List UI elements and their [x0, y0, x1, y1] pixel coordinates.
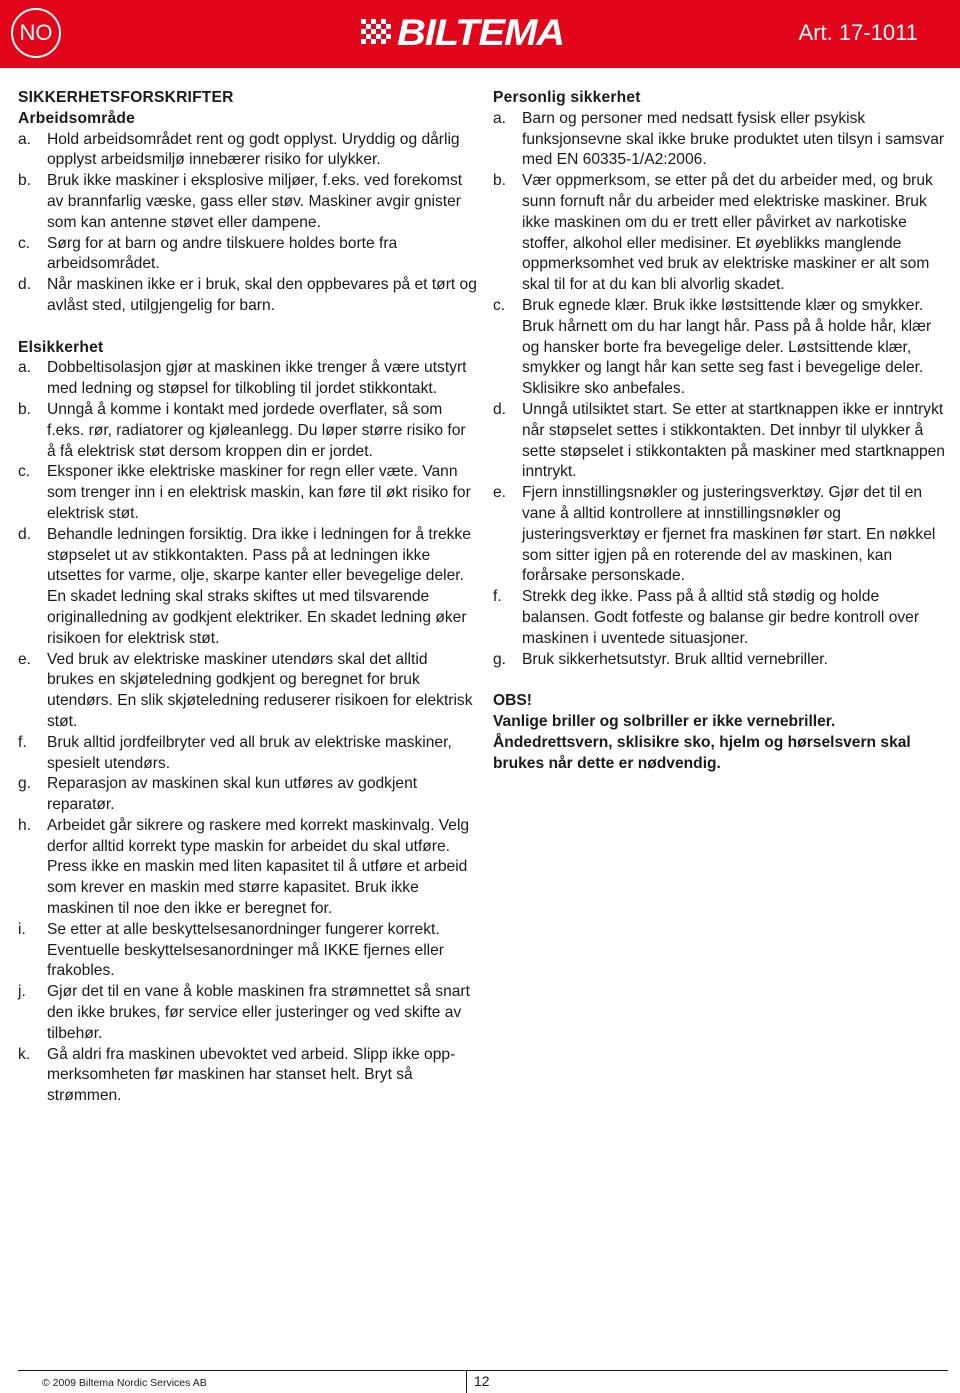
list-item-text: Barn og personer med nedsatt fysisk eller psykisk funksjonsevne skal ikke bruke produktet uten tilsyn i samsvar med EN 60335-1/A2:2006.: [522, 109, 945, 169]
list-item: [18, 733, 478, 775]
list-item-text: Behandle ledningen forsiktig. Dra ikke i ledningen for å trekke støpselet ut av stikkontakten. Pass på at ledningen ikke utsettes for varme, olje, skarpe kanter eller bevegelige deler. En skadet ledning skal straks skiftes ut med tilsvarende originalledning av godkjent elektriker. En skadet ledning øker risikoen for elektrisk støt.: [47, 525, 471, 647]
footer: [0, 1370, 960, 1393]
list-item: [18, 234, 478, 276]
list-item-text: Gjør det til en vane å koble maskinen fra strømnettet så snart den ikke brukes, før service eller justeringer og ved skifte av tilbehør.: [47, 983, 470, 1042]
list-item-letter: g.: [493, 650, 507, 668]
list-item-text: Gå aldri fra maskinen ubevoktet ved arbeid. Slipp ikke oppmerksomheten før maskinen har stanset helt. Bryt så strømmen.: [47, 1045, 456, 1105]
language-badge: NO: [11, 8, 61, 58]
list-item-text: Se etter at alle beskyttelsesanordninger fungerer korrekt. Eventuelle beskyttelsesanordninger må IKKE fjernes eller frakobles.: [47, 920, 444, 980]
list-item-letter: c.: [18, 234, 31, 252]
list-item-text: Strekk deg ikke. Pass på å alltid stå stødig og holde balansen. Godt fotfeste og balanse gir bedre kontroll over maskinen i uventede situasjoner.: [522, 588, 920, 647]
list-item: [493, 296, 948, 400]
list-item-text: Reparasjon av maskinen skal kun utføres av godkjent reparatør.: [47, 775, 418, 814]
list-item-letter: f.: [493, 588, 502, 606]
left-column: [18, 88, 478, 1107]
list-item-letter: b.: [18, 400, 32, 418]
article-number: Art. 17-1011: [798, 20, 918, 45]
obs-line-2: Åndedrettsvern, sklisikre sko, hjelm og hørselsvern skal brukes når dette er nødvendig.: [493, 733, 911, 772]
list-item-text: Unngå å komme i kontakt med jordede overflater, så som f.eks. rør, radiatorer og kjøleanlegg. Du løper større risiko for å få elektrisk støt dersom kroppen din er jordet.: [47, 400, 466, 460]
electrical-safety-list: [18, 358, 478, 1107]
list-item: [18, 920, 478, 982]
list-item-letter: i.: [18, 920, 26, 938]
list-item-text: Når maskinen ikke er i bruk, skal den oppbevares på et tørt og avlåst sted, utilgjengelig for barn.: [47, 276, 477, 314]
list-item-letter: h.: [18, 816, 32, 834]
section-title: SIKKERHETSFORSKRIFTER: [18, 89, 234, 106]
list-item-text: Sørg for at barn og andre tilskuere holdes borte fra arbeidsområdet.: [47, 234, 398, 273]
page-number: 12: [474, 1373, 490, 1389]
list-item: [18, 358, 478, 400]
list-item-letter: d.: [18, 276, 32, 294]
list-item-text: Bruk sikkerhetsutstyr. Bruk alltid vernebriller.: [522, 650, 828, 668]
brand-name: BILTEMA: [397, 12, 565, 53]
list-item: [493, 483, 948, 587]
checkered-flag-icon: [361, 19, 391, 47]
list-item: [18, 774, 478, 816]
list-item-text: Bruk alltid jordfeilbryter ved all bruk av elektriske maskiner, spesielt utendørs.: [47, 733, 452, 772]
list-item-text: Bruk egnede klær. Bruk ikke løstsittende klær og smykker. Bruk hårnett om du har langt hår. Pass på å holde hår, klær og hansker borte fra bevegelige deler. Løstsittende klær, smykker og langt hår kan sette seg fast i bevegelige deler. Sklisikre sko anbefales.: [522, 296, 932, 398]
work-area-list: [18, 130, 478, 317]
list-item-letter: k.: [18, 1045, 31, 1063]
list-item: [493, 171, 948, 296]
list-item-letter: g.: [18, 775, 32, 793]
list-item: [18, 462, 478, 524]
list-item: [493, 109, 948, 171]
list-item-text: Bruk ikke maskiner i eksplosive miljøer, f.eks. ved forekomst av brannfarlig væske, gass eller støv. Maskiner avgir gnister som kan antenne støvet eller dampene.: [47, 172, 463, 231]
list-item-letter: j.: [18, 983, 26, 1001]
list-item-letter: b.: [18, 172, 32, 190]
list-item-letter: c.: [493, 296, 506, 314]
list-item-text: Unngå utilsiktet start. Se etter at startknappen ikke er inntrykt når støpselet settes i stikkontakten. Det innbyr til ulykker å sette støpselet i stikkontakten på maskiner med startknappen inntrykt.: [522, 400, 945, 481]
list-item-letter: a.: [18, 130, 32, 148]
page-number-divider: [466, 1370, 467, 1393]
list-item: [493, 650, 948, 671]
obs-title: OBS!: [493, 692, 532, 710]
personal-safety-list: [493, 109, 948, 671]
list-item-letter: f.: [18, 733, 27, 751]
list-item: [18, 982, 478, 1044]
section-heading-electrical-safety: Elsikkerhet: [18, 338, 104, 356]
list-item-text: Eksponer ikke elektriske maskiner for regn eller væte. Vann som trenger inn i en elektrisk maskin, kan føre til økt risiko for elektrisk støt.: [47, 463, 471, 522]
list-item: [18, 130, 478, 172]
list-item-text: Fjern innstillingsnøkler og justeringsverktøy. Gjør det til en vane å alltid kontrollere at innstillingsnøkler og justeringsverktøy er fjernet fra maskinen før start. En nøkkel som sitter igjen på en roterende del av maskinen, kan forårsake personskade.: [522, 484, 936, 585]
list-item: [493, 587, 948, 649]
list-item-letter: d.: [18, 525, 32, 543]
list-item-letter: c.: [18, 463, 31, 481]
list-item: [18, 650, 478, 733]
biltema-logo: [361, 12, 565, 53]
copyright: © 2009 Biltema Nordic Services AB: [42, 1377, 207, 1389]
list-item-letter: a.: [493, 109, 507, 127]
list-item: [18, 275, 478, 317]
list-item-text: Vær oppmerksom, se etter på det du arbeider med, og bruk sunn fornuft når du arbeider med elektriske maskiner. Bruk ikke maskinen om du er trett eller påvirket av narkotiske stoffer, alkohol eller medisiner. Et øyeblikks manglende oppmerksomhet ved bruk av elektriske maskiner er alt som skal til for at du kan bli alvorlig skadet.: [522, 172, 933, 294]
list-item: [18, 400, 478, 462]
right-column: [493, 88, 948, 774]
list-item-letter: a.: [18, 359, 32, 377]
list-item: [18, 171, 478, 233]
list-item-text: Ved bruk av elektriske maskiner utendørs skal det alltid brukes en skjøteledning godkjent og beregnet for bruk utendørs. En slik skjøteledning reduserer risikoen for elektrisk støt.: [47, 650, 473, 730]
list-item-letter: b.: [493, 172, 507, 190]
list-item: [18, 1045, 478, 1107]
footer-divider: [18, 1370, 948, 1371]
list-item-text: Hold arbeidsområdet rent og godt opplyst. Uryddig og dårlig opplyst arbeidsmiljø innebærer risiko for ulykker.: [47, 130, 460, 169]
list-item-letter: e.: [18, 650, 32, 668]
section-heading-work-area: Arbeidsområde: [18, 109, 135, 127]
obs-line-1: Vanlige briller og solbriller er ikke vernebriller.: [493, 712, 836, 730]
list-item: [493, 400, 948, 483]
list-item-text: Dobbeltisolasjon gjør at maskinen ikke trenger å være utstyrt med ledning og støpsel for tilkobling til jordet stikkontakt.: [47, 359, 467, 398]
list-item-letter: e.: [493, 484, 507, 502]
header-bar: [0, 0, 960, 68]
list-item: [18, 525, 478, 650]
list-item-letter: d.: [493, 400, 507, 418]
list-item: [18, 816, 478, 920]
section-heading-personal-safety: Personlig sikkerhet: [493, 89, 641, 106]
list-item-text: Arbeidet går sikrere og raskere med korrekt maskinvalg. Velg derfor alltid korrekt type maskin for arbeidet du skal utføre. Press ikke en maskin med liten kapasitet til å utføre et arbeid som krever en maskin med større kapasitet. Bruk ikke maskinen til noe den ikke er beregnet for.: [47, 816, 470, 918]
